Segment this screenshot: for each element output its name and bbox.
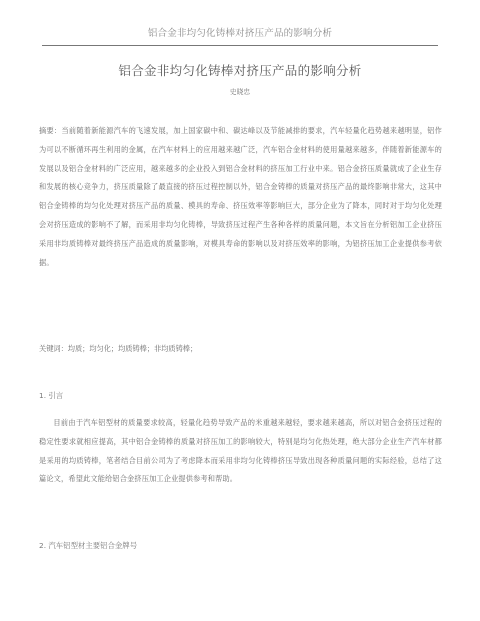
section-heading-introduction: 1. 引言 xyxy=(39,391,64,400)
abstract-paragraph: 摘要：当前随着新能源汽车的飞速发展，加上国家碳中和、碳达峰以及节能减排的要求，汽车轻量化趋势越来越明显，铝作为可以不断循环再生利用的金属，在汽车材料上的应用越来越广泛，汽车铝合金材料的使用量越来越多，伴随着新能源车的发展以及铝合金材料的广泛应用，越来越多的企业投入到铝合金材料的挤压加工行业中来。铝合金挤压质量就成了企业生存和发展的核心竞争力，挤压质量除了最直接的挤压过程控制以外，铝合金铸棒的质量对挤压产品的最终影响非常大，这其中铝合金铸棒的均匀化处理对挤压产品的质量、模具的寿命、挤压效率等影响巨大，部分企业为了降本，同时对于均匀化处理会对挤压造成的影响不了解，而采用非均匀化铸棒，导致挤压过程产生各种各样的质量问题，本文旨在分析铝加工企业挤压采用非均质铸棒对最终挤压产品造成的质量影响，对模具寿命的影响以及对挤压效率的影响，为铝挤压加工企业提供参考依据。 xyxy=(39,126,442,267)
introduction-paragraph: 目前由于汽车铝型材的质量要求较高，轻量化趋势导致产品的米重越来越轻，要求越来越高，所以对铝合金挤压过程的稳定性要求就相应提高，其中铝合金铸棒的质量对挤压加工的影响较大，特别是均匀化热处理，绝大部分企业生产汽车材都是采用的均质铸棒，笔者结合目前公司为了考虑降本而采用非均匀化铸棒挤压导致出现各种质量问题的实际经验，总结了这篇论文，希望此文能给铝合金挤压加工企业提供参考和帮助。 xyxy=(39,418,442,484)
keywords-line: 关键词：均质；均匀化；均质铸棒；非均质铸棒； xyxy=(39,344,198,353)
section-heading-alloy-grades: 2. 汽车铝型材主要铝合金牌号 xyxy=(39,541,138,550)
running-header: 铝合金非均匀化铸棒对挤压产品的影响分析 xyxy=(147,28,333,39)
header-rule xyxy=(42,45,438,46)
paper-title: 铝合金非均匀化铸棒对挤压产品的影响分析 xyxy=(118,63,362,78)
author-name: 史晓忠 xyxy=(229,88,251,96)
